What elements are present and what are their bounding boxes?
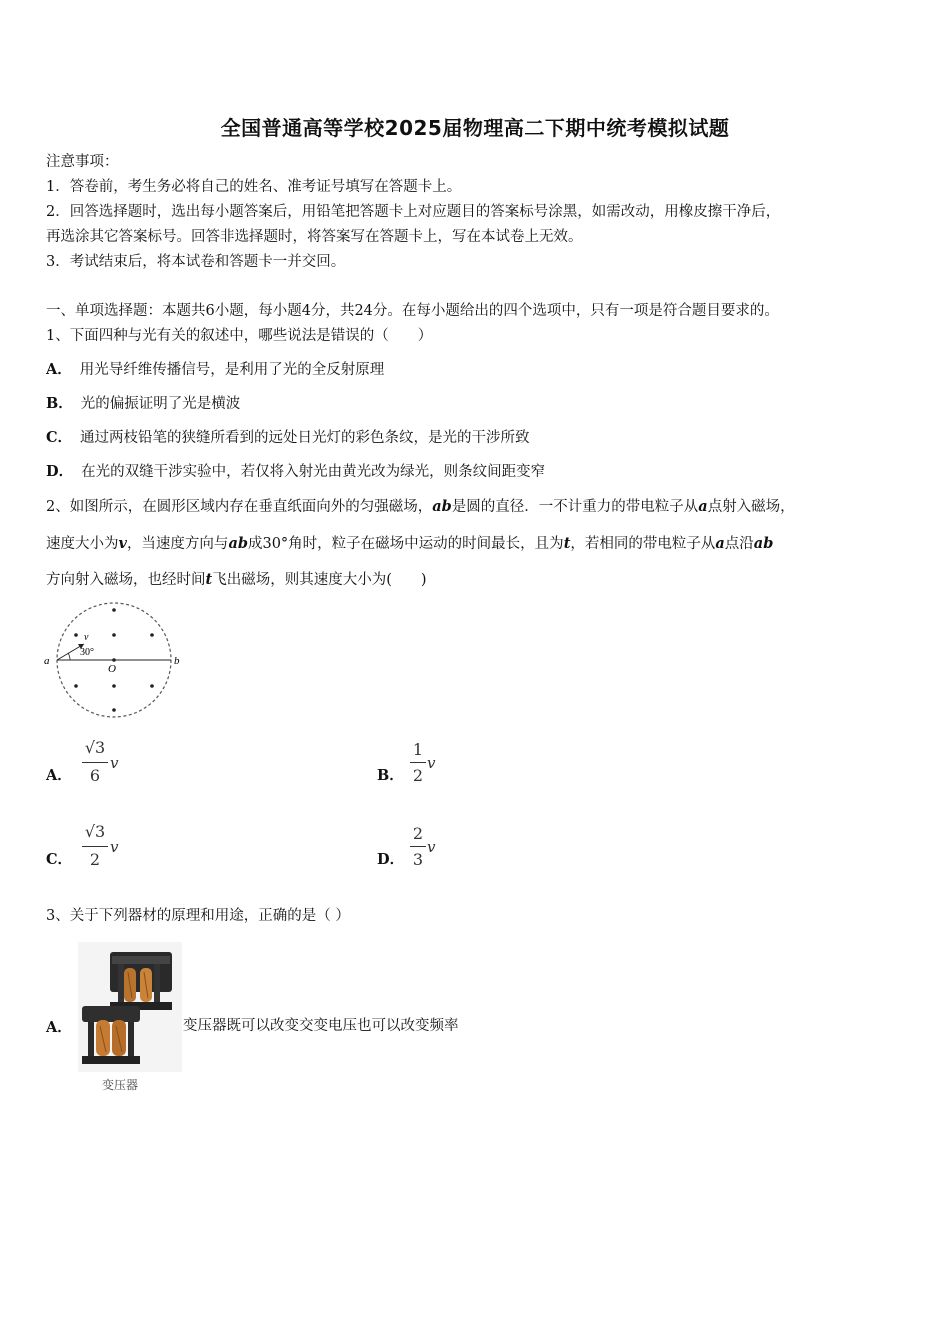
option-text: 光的偏振证明了光是横波	[80, 396, 241, 412]
q2-stem-line-2	[46, 534, 773, 554]
text-run: 速度大小为	[46, 536, 119, 552]
fraction-bar	[82, 762, 108, 763]
q1-stem: 1、下面四种与光有关的叙述中，哪些说法是错误的（ ）	[46, 328, 433, 344]
notice-heading: 注意事项：	[46, 154, 119, 170]
text-run: 飞出磁场，则其速度大小为( )	[212, 572, 427, 588]
velocity-symbol: v	[110, 754, 119, 772]
velocity-symbol: v	[427, 754, 436, 772]
fraction-bar	[410, 762, 426, 763]
fraction-denominator: 2	[412, 766, 424, 785]
text-run: 点沿	[724, 536, 754, 552]
q1-option-c	[46, 428, 530, 448]
notice-item-2-cont: 再选涂其它答案标号。回答非选择题时，将答案写在答题卡上，写在本试卷上无效。	[46, 229, 583, 245]
label-b: b	[174, 655, 180, 667]
var-a: a	[715, 535, 725, 552]
text-run: ，若相同的带电粒子从	[570, 536, 716, 552]
page-title: 全国普通高等学校2025届物理高二下期中统考模拟试题	[220, 116, 730, 140]
fraction-denominator: 3	[412, 850, 424, 869]
text-run: 2、如图所示，在圆形区域内存在垂直纸面向外的匀强磁场，	[46, 499, 433, 515]
section-heading: 一、单项选择题：本题共6小题，每小题4分，共24分。在每小题给出的四个选项中，只有一项是符合题目要求的。	[46, 303, 779, 319]
label-v: v	[84, 632, 89, 643]
velocity-symbol: v	[110, 838, 119, 856]
option-text: 通过两枝铅笔的狭缝所看到的远处日光灯的彩色条纹，是光的干涉所致	[80, 430, 530, 446]
option-text: 用光导纤维传播信号，是利用了光的全反射原理	[79, 362, 385, 378]
text-run: 点射入磁场，	[707, 499, 795, 515]
notice-item-1: 1．答卷前，考生务必将自己的姓名、准考证号填写在答题卡上。	[46, 179, 462, 195]
q1-option-d	[46, 462, 545, 482]
text-run: 是圆的直径．一不计重力的带电粒子从	[451, 499, 699, 515]
q2-stem-line-3	[46, 570, 427, 590]
notice-item-2: 2．回答选择题时，选出每小题答案后，用铅笔把答题卡上对应题目的答案标号涂黑，如需改动，用橡皮擦干净后，	[46, 204, 781, 220]
var-a: a	[698, 498, 708, 515]
fraction-denominator: 2	[89, 850, 101, 869]
fraction-numerator: 2	[412, 824, 424, 843]
q3-option-a-letter: A．	[46, 1019, 72, 1036]
fraction-denominator: 6	[89, 766, 101, 785]
option-letter: C．	[46, 851, 73, 868]
magnetic-field-figure	[40, 600, 190, 725]
q1-option-a	[46, 360, 384, 380]
velocity-symbol: v	[427, 838, 436, 856]
option-letter: D．	[377, 851, 405, 868]
option-letter: A．	[46, 767, 72, 784]
fraction-numerator: √3	[84, 822, 106, 841]
option-text: 在光的双缝干涉实验中，若仅将入射光由黄光改为绿光，则条纹间距变窄	[81, 464, 546, 480]
fraction-numerator: 1	[412, 740, 424, 759]
notice-item-3: 3．考试结束后，将本试卷和答题卡一并交回。	[46, 254, 346, 270]
q2-stem-line-1	[46, 497, 795, 517]
var-ab: ab	[228, 535, 248, 552]
option-letter: B．	[377, 767, 404, 784]
q3-stem: 3、关于下列器材的原理和用途，正确的是（ ）	[46, 908, 350, 924]
option-letter: D．	[46, 463, 74, 480]
fraction-bar	[410, 846, 426, 847]
option-letter: B．	[46, 395, 73, 412]
var-t: t	[205, 571, 213, 588]
text-run: 方向射入磁场，也经时间	[46, 572, 206, 588]
fraction-bar	[82, 846, 108, 847]
transformer-image	[78, 942, 182, 1072]
option-letter: C．	[46, 429, 73, 446]
text-run: ，当速度方向与	[126, 536, 229, 552]
var-t: t	[563, 535, 571, 552]
option-letter: A．	[46, 361, 72, 378]
fraction-numerator: √3	[84, 738, 106, 757]
var-v: v	[118, 535, 127, 552]
transformer-caption: 变压器	[102, 1078, 139, 1092]
label-angle: 30°	[80, 647, 94, 658]
q1-option-b	[46, 394, 240, 414]
text-run: 成30°角时，粒子在磁场中运动的时间最长，且为	[247, 536, 564, 552]
var-ab: ab	[432, 498, 452, 515]
label-o: O	[108, 663, 116, 675]
var-ab: ab	[753, 535, 774, 552]
angle-arc	[68, 653, 70, 660]
q3-option-a-text: 变压器既可以改变交变电压也可以改变频率	[183, 1018, 459, 1034]
label-a: a	[44, 655, 50, 667]
